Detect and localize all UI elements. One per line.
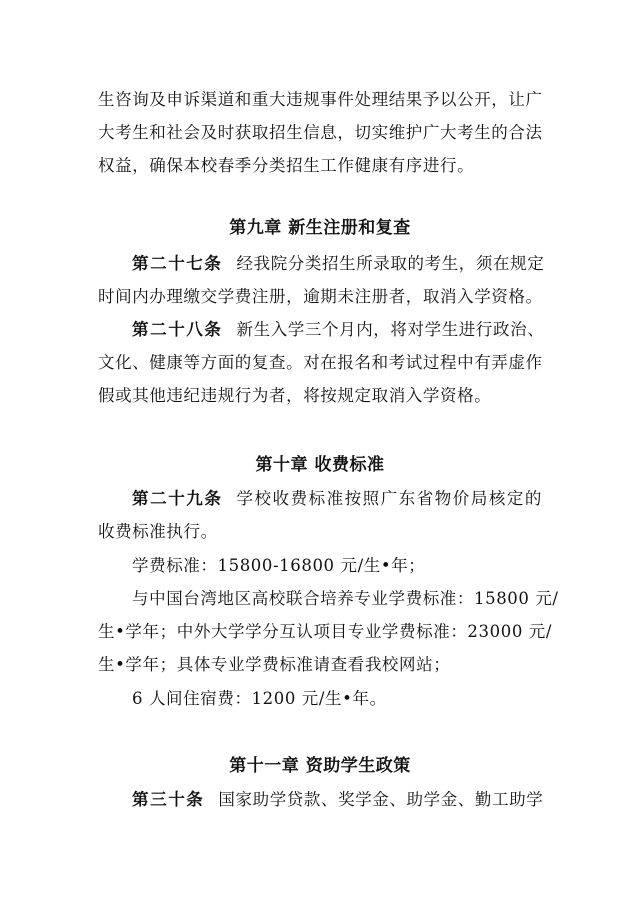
intro-line-3: 权益，确保本校春季分类招生工作健康有序进行。 [98, 156, 475, 175]
joint-program-fee-line-1: 与中国台湾地区高校联合培养专业学费标准：15800 元/ [132, 589, 559, 608]
joint-program-fee-line-2: 生•学年；中外大学学分互认项目专业学费标准：23000 元/ [98, 622, 553, 641]
article-30-text-1: 国家助学贷款、奖学金、助学金、勤工助学 [218, 790, 544, 809]
article-29-line-1 [132, 489, 542, 509]
article-29-line-2: 收费标准执行。 [98, 522, 218, 541]
joint-program-fee-line-3: 生•学年；具体专业学费标准请查看我校网站； [98, 655, 451, 674]
article-29-text-1: 学校收费标准按照广东省物价局核定的 [236, 489, 542, 508]
article-28-label: 第二十八条 [132, 320, 223, 339]
intro-line-1: 生咨询及申诉渠道和重大违规事件处理结果予以公开，让广 [98, 90, 543, 109]
article-27-line-1 [132, 254, 545, 274]
chapter-11-heading: 第十一章 资助学生政策 [229, 756, 411, 776]
chapter-9-heading: 第九章 新生注册和复查 [229, 218, 411, 238]
article-27-label: 第二十七条 [132, 254, 223, 273]
article-28-line-2: 文化、健康等方面的复查。对在报名和考试过程中有弄虚作 [98, 353, 543, 372]
article-28-line-3: 假或其他违纪违规行为者，将按规定取消入学资格。 [98, 386, 492, 405]
chapter-10-heading: 第十章 收费标准 [255, 455, 385, 475]
article-28-line-1 [132, 320, 545, 340]
article-30-line-1 [132, 790, 542, 810]
article-29-label: 第二十九条 [132, 489, 223, 508]
article-27-line-2: 时间内办理缴交学费注册，逾期未注册者，取消入学资格。 [98, 287, 543, 306]
accommodation-fee-line: 6 人间住宿费：1200 元/生•年。 [132, 689, 387, 708]
article-27-text-1: 经我院分类招生所录取的考生，须在规定 [236, 254, 545, 273]
article-30-label: 第三十条 [132, 790, 205, 809]
article-28-text-1: 新生入学三个月内，将对学生进行政治、 [236, 320, 545, 339]
intro-line-2: 大考生和社会及时获取招生信息，切实维护广大考生的合法 [98, 123, 543, 142]
tuition-fee-line: 学费标准：15800-16800 元/生•年； [132, 556, 426, 575]
